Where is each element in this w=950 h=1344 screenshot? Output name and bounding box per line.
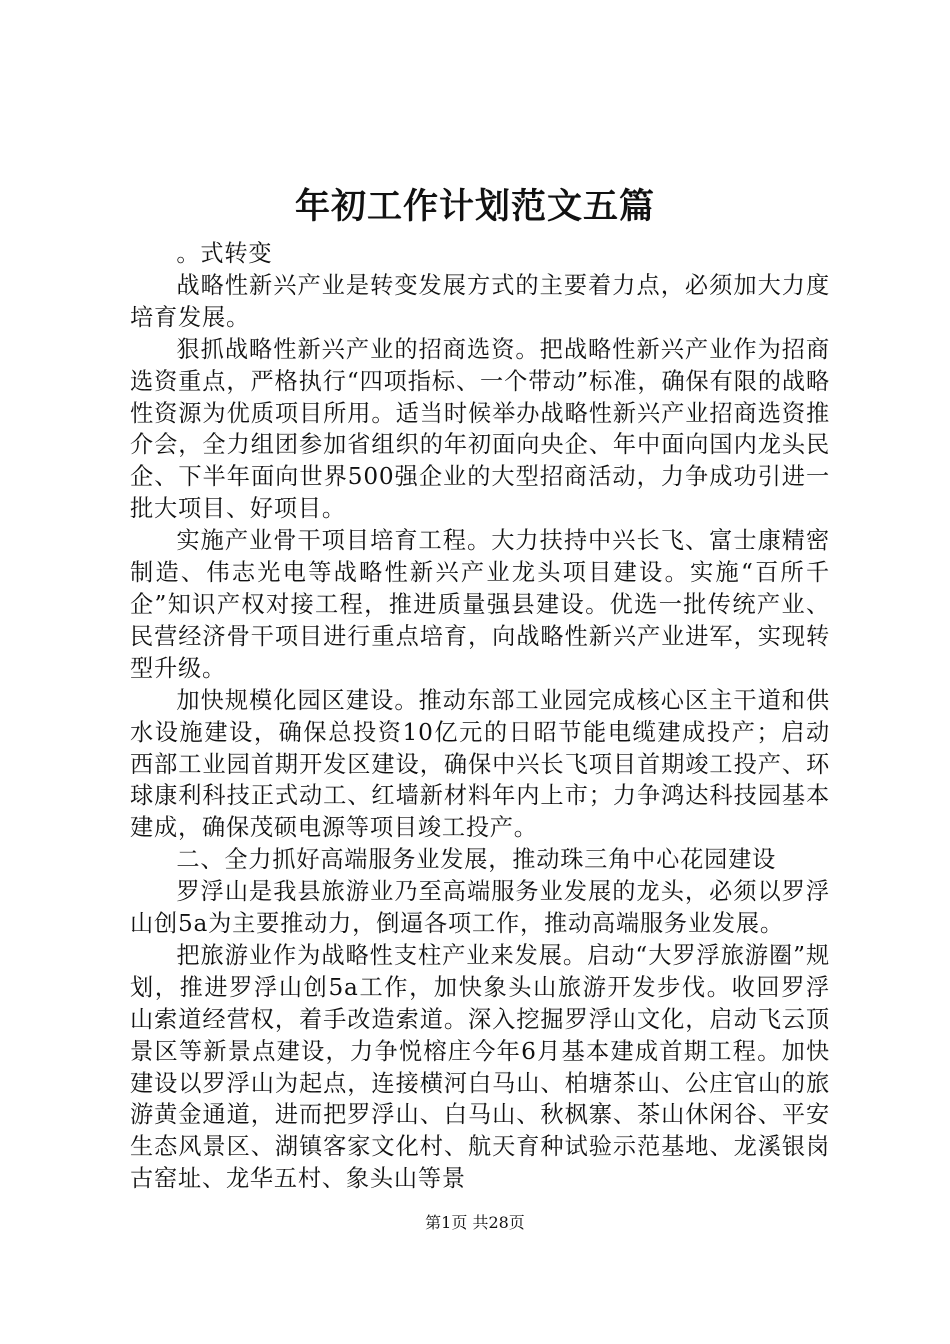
paragraph: 加快规模化园区建设。推动东部工业园完成核心区主干道和供水设施建设，确保总投资10亿元的日昭节能电缆建成投产；启动西部工业园首期开发区建设，确保中兴长飞项目首期竣工投产、环球康利科技正式动工、红墙新材料年内上市；力争鸿达科技园基本建成，确保茂硕电源等项目竣工投产。 (130, 686, 830, 842)
document-title: 年初工作计划范文五篇 (294, 186, 655, 227)
document-body (130, 238, 830, 1195)
page-footer: 第1页 共28页 (425, 1213, 525, 1232)
paragraph: 战略性新兴产业是转变发展方式的主要着力点，必须加大力度培育发展。 (130, 271, 830, 331)
paragraph: 把旅游业作为战略性支柱产业来发展。启动“大罗浮旅游圈”规划，推进罗浮山创5a工作，加快象头山旅游开发步伐。收回罗浮山索道经营权，着手改造索道。深入挖掘罗浮山文化，启动飞云顶景区等新景点建设，力争悦榕庄今年6月基本建成首期工程。加快建设以罗浮山为起点，连接横河白马山、柏塘茶山、公庄官山的旅游黄金通道，进而把罗浮山、白马山、秋枫寨、茶山休闲谷、平安生态风景区、湖镇客家文化村、航天育种试验示范基地、龙溪银岗古窑址、龙华五村、象头山等景 (130, 941, 830, 1193)
section-heading: 二、全力抓好高端服务业发展，推动珠三角中心花园建设 (176, 846, 777, 874)
paragraph: 狠抓战略性新兴产业的招商选资。把战略性新兴产业作为招商选资重点，严格执行“四项指标、一个带动”标准，确保有限的战略性资源为优质项目所用。适当时候举办战略性新兴产业招商选资推介会，全力组团参加省组织的年初面向央企、年中面向国内龙头民企、下半年面向世界500强企业的大型招商活动，力争成功引进一批大项目、好项目。 (130, 335, 830, 523)
paragraph: 。式转变 (176, 240, 273, 267)
paragraph: 实施产业骨干项目培育工程。大力扶持中兴长飞、富士康精密制造、伟志光电等战略性新兴产业龙头项目建设。实施“百所千企”知识产权对接工程，推进质量强县建设。优选一批传统产业、民营经济骨干项目进行重点培育，向战略性新兴产业进军，实现转型升级。 (130, 527, 830, 682)
paragraph: 罗浮山是我县旅游业乃至高端服务业发展的龙头，必须以罗浮山创5a为主要推动力，倒逼各项工作，推动高端服务业发展。 (130, 878, 830, 938)
